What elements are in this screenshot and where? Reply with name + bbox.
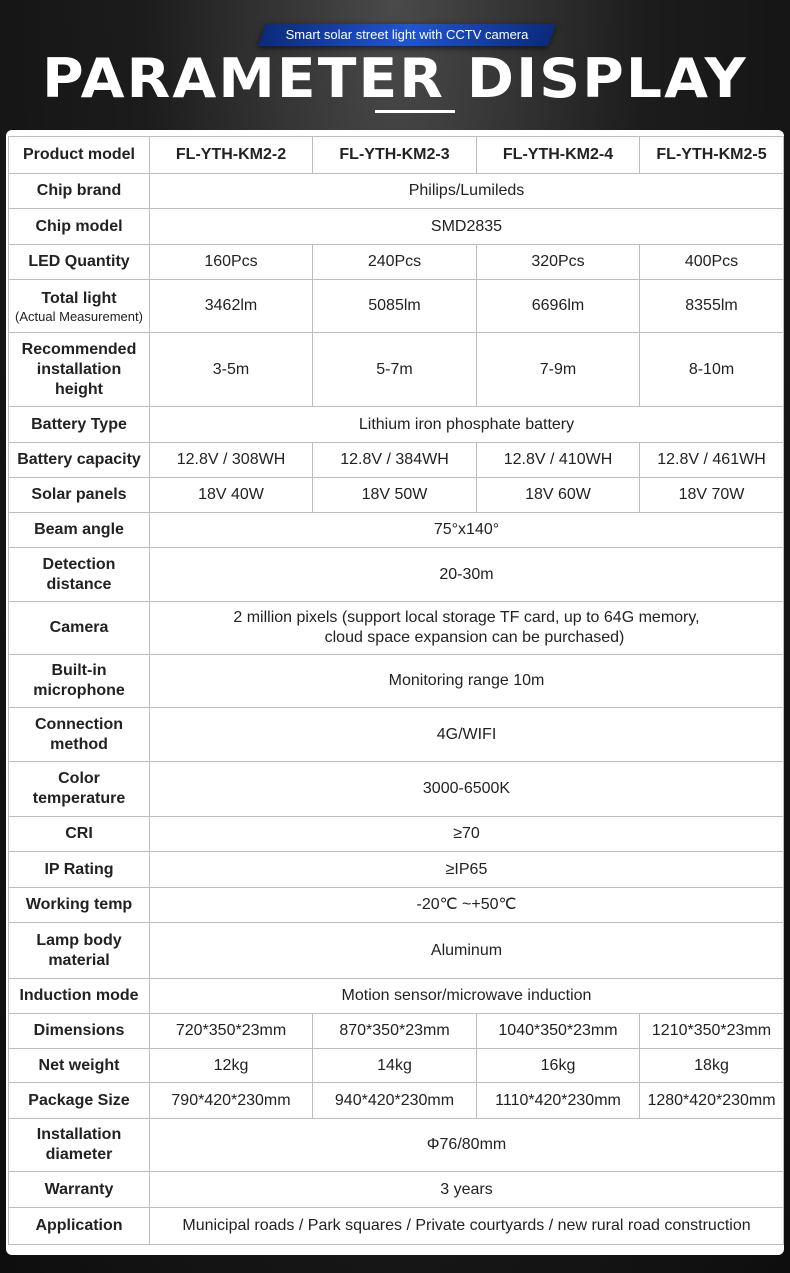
table-row	[9, 1083, 784, 1119]
row-label: Beam angle	[9, 513, 150, 548]
cell-value: Monitoring range 10m	[150, 655, 784, 708]
table-row	[9, 762, 784, 817]
row-label: Battery Type	[9, 407, 150, 443]
cell-value: 1280*420*230mm	[640, 1083, 784, 1119]
cell-value: 6696lm	[477, 280, 640, 333]
cell-value: 16kg	[477, 1049, 640, 1083]
cell-value	[150, 602, 784, 655]
model-header: FL-YTH-KM2-4	[477, 137, 640, 174]
cell-value: 3000-6500K	[150, 762, 784, 817]
table-row	[9, 137, 784, 174]
table-row	[9, 548, 784, 602]
page-title: PARAMETER DISPLAY	[42, 47, 748, 110]
row-label	[9, 280, 150, 333]
cell-value: 400Pcs	[640, 245, 784, 280]
row-label: Solar panels	[9, 478, 150, 513]
row-label: Detection distance	[9, 548, 150, 602]
cell-value: 18V 70W	[640, 478, 784, 513]
cell-value: 870*350*23mm	[313, 1014, 477, 1049]
cell-value: ≥IP65	[150, 852, 784, 888]
table-row	[9, 817, 784, 852]
cell-value: Φ76/80mm	[150, 1119, 784, 1172]
row-label-sub: (Actual Measurement)	[15, 308, 143, 324]
table-row	[9, 602, 784, 655]
cell-value: 12.8V / 384WH	[313, 443, 477, 478]
cell-value: 1040*350*23mm	[477, 1014, 640, 1049]
cell-value: 5085lm	[313, 280, 477, 333]
cell-value: 940*420*230mm	[313, 1083, 477, 1119]
cell-value: 12kg	[150, 1049, 313, 1083]
row-label: Application	[9, 1208, 150, 1245]
cell-value: 12.8V / 308WH	[150, 443, 313, 478]
table-row	[9, 1119, 784, 1172]
parameter-table	[8, 136, 784, 1245]
cell-value: 5-7m	[313, 333, 477, 407]
row-label: Warranty	[9, 1172, 150, 1208]
cell-value: 20-30m	[150, 548, 784, 602]
camera-line-1: 2 million pixels (support local storage TF card, up to 64G memory,	[233, 609, 700, 626]
row-label-main: Total light	[41, 289, 117, 307]
cell-value: 1210*350*23mm	[640, 1014, 784, 1049]
table-row	[9, 1014, 784, 1049]
row-label: Camera	[9, 602, 150, 655]
cell-value: 18V 50W	[313, 478, 477, 513]
subtitle-text: Smart solar street light with CCTV camera	[285, 27, 529, 42]
table-row	[9, 174, 784, 209]
row-label: IP Rating	[9, 852, 150, 888]
cell-value: 320Pcs	[477, 245, 640, 280]
table-row	[9, 888, 784, 923]
table-row	[9, 333, 784, 407]
parameter-card	[6, 130, 784, 1255]
table-row	[9, 513, 784, 548]
row-label: Lamp body material	[9, 923, 150, 979]
cell-value: 7-9m	[477, 333, 640, 407]
cell-value: 1110*420*230mm	[477, 1083, 640, 1119]
cell-value: 160Pcs	[150, 245, 313, 280]
table-row	[9, 923, 784, 979]
model-header: FL-YTH-KM2-5	[640, 137, 784, 174]
row-label: Connection method	[9, 708, 150, 762]
row-label: Battery capacity	[9, 443, 150, 478]
cell-value: 8-10m	[640, 333, 784, 407]
cell-value: 8355lm	[640, 280, 784, 333]
table-row	[9, 979, 784, 1014]
cell-value: Aluminum	[150, 923, 784, 979]
table-row	[9, 245, 784, 280]
cell-value: 790*420*230mm	[150, 1083, 313, 1119]
row-label: Color temperature	[9, 762, 150, 817]
table-row	[9, 1172, 784, 1208]
cell-value: 12.8V / 410WH	[477, 443, 640, 478]
row-label: LED Quantity	[9, 245, 150, 280]
model-header: FL-YTH-KM2-3	[313, 137, 477, 174]
model-header: FL-YTH-KM2-2	[150, 137, 313, 174]
table-row	[9, 478, 784, 513]
row-label: Built-in microphone	[9, 655, 150, 708]
cell-value: 4G/WIFI	[150, 708, 784, 762]
table-row	[9, 209, 784, 245]
row-label: Package Size	[9, 1083, 150, 1119]
cell-value: 3 years	[150, 1172, 784, 1208]
table-row	[9, 708, 784, 762]
cell-value: 75°x140°	[150, 513, 784, 548]
cell-value: 14kg	[313, 1049, 477, 1083]
row-label: Chip brand	[9, 174, 150, 209]
table-row	[9, 655, 784, 708]
table-row	[9, 1049, 784, 1083]
table-row	[9, 407, 784, 443]
table-row	[9, 280, 784, 333]
row-label: Product model	[9, 137, 150, 174]
table-row	[9, 1208, 784, 1245]
row-label: Chip model	[9, 209, 150, 245]
cell-value: -20℃ ~+50℃	[150, 888, 784, 923]
cell-value: 18kg	[640, 1049, 784, 1083]
cell-value: 240Pcs	[313, 245, 477, 280]
cell-value: 720*350*23mm	[150, 1014, 313, 1049]
cell-value: Philips/Lumileds	[150, 174, 784, 209]
cell-value: 3-5m	[150, 333, 313, 407]
cell-value: Municipal roads / Park squares / Private courtyards / new rural road construction	[150, 1208, 784, 1245]
row-label: Dimensions	[9, 1014, 150, 1049]
cell-value: 12.8V / 461WH	[640, 443, 784, 478]
cell-value: SMD2835	[150, 209, 784, 245]
camera-line-2: cloud space expansion can be purchased)	[324, 629, 625, 646]
row-label: Net weight	[9, 1049, 150, 1083]
cell-value: ≥70	[150, 817, 784, 852]
cell-value: Motion sensor/microwave induction	[150, 979, 784, 1014]
cell-value: 18V 40W	[150, 478, 313, 513]
row-label: Installation diameter	[9, 1119, 150, 1172]
row-label: Induction mode	[9, 979, 150, 1014]
cell-value: 3462lm	[150, 280, 313, 333]
title-underline	[375, 110, 455, 113]
row-label: CRI	[9, 817, 150, 852]
row-label: Recommended installation height	[9, 333, 150, 407]
table-row	[9, 852, 784, 888]
row-label: Working temp	[9, 888, 150, 923]
cell-value: Lithium iron phosphate battery	[150, 407, 784, 443]
cell-value: 18V 60W	[477, 478, 640, 513]
table-row	[9, 443, 784, 478]
